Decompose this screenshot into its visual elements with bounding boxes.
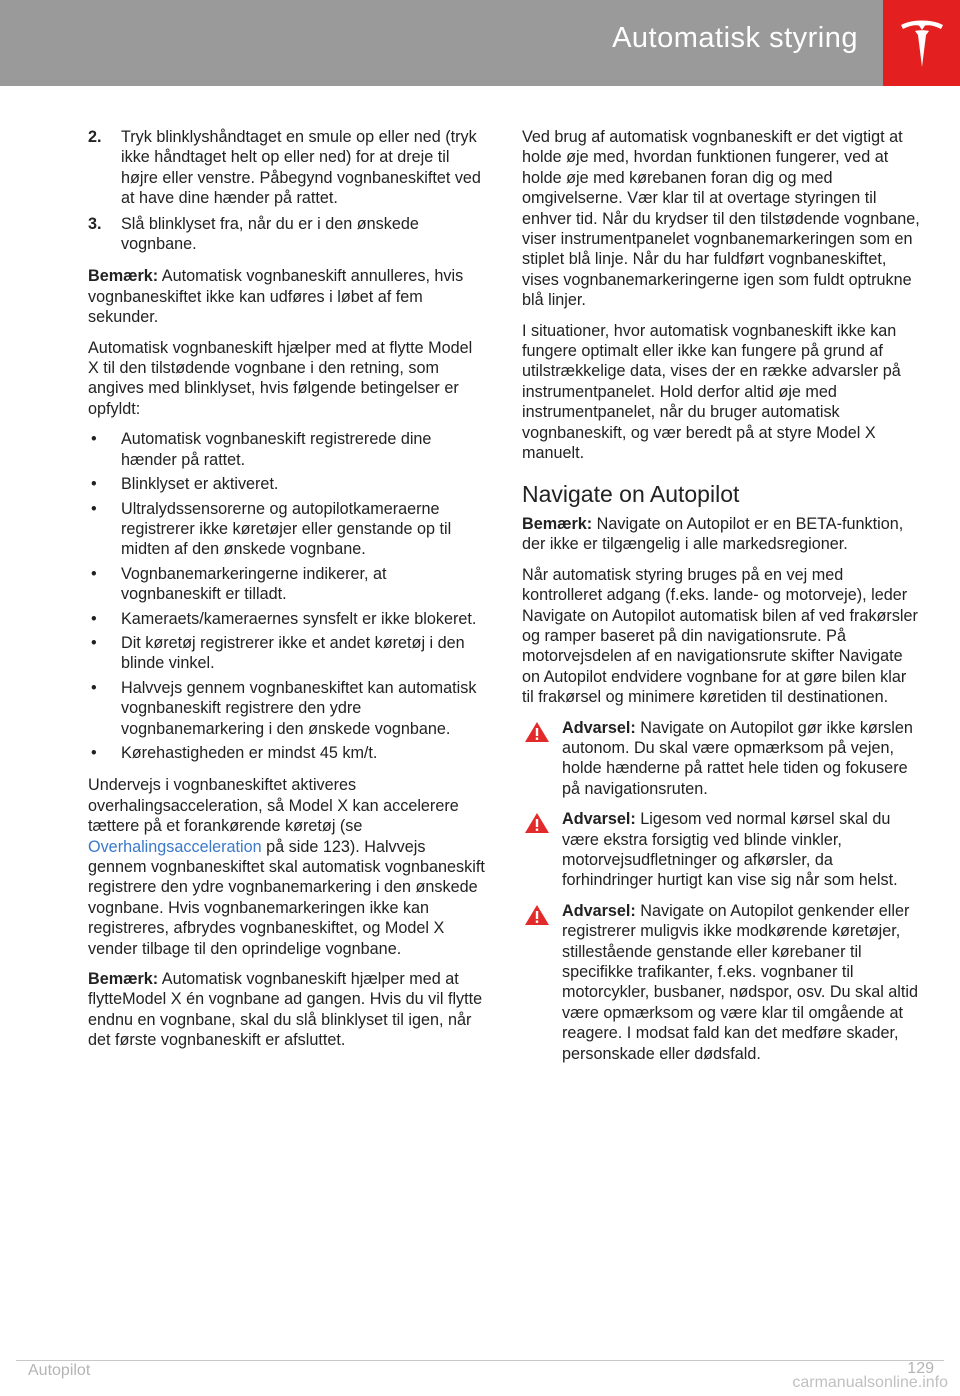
step-number: 3. xyxy=(88,214,102,233)
note-lane-change-cancel xyxy=(88,266,486,327)
warning-text: Ligesom ved normal kørsel skal du være ekstra forsigtig ved blinde vinkler, motorvejsudfletninger og afkørsler, da forhindringer hurtigt kan vise sig når som helst. xyxy=(562,810,898,890)
note-text: Automatisk vognbaneskift annulleres, hvis vognbaneskiftet ikke kan udføres i løbet af fem sekunder. xyxy=(88,267,464,327)
paragraph-nav-autopilot: Når automatisk styring bruges på en vej med kontrolleret adgang (f.eks. lande- og motorveje), leder Navigate on Autopilot automatisk bilen af ved frakørsler og ramper baseret på din navigationsrute. På motorvejsdelen af en navigationsrute skifter Navigate on Autopilot endvidere vognbane for at gøre bilen klar til frakørsel og minimere køretiden til destinationen. xyxy=(522,565,918,707)
warning-label: Advarsel: xyxy=(562,718,636,737)
list-item: • Dit køretøj registrerer ikke et andet køretøj i den blinde vinkel. xyxy=(88,633,486,674)
section-heading: Navigate on Autopilot xyxy=(522,480,740,507)
warning-block xyxy=(522,901,920,1064)
list-item: • Vognbanemarkeringerne indikerer, at vognbaneskift er tilladt. xyxy=(88,564,486,605)
list-item: • Ultralydssensorerne og autopilotkameraerne registrerer ikke køretøjer eller genstande op til midten af den ønskede vognbane. xyxy=(88,499,486,560)
footer-divider xyxy=(16,1360,944,1361)
list-item: • Kameraets/kameraernes synsfelt er ikke blokeret. xyxy=(88,609,486,629)
paragraph-overtake-acceleration xyxy=(88,775,486,959)
warning-block xyxy=(522,718,920,800)
page-title: Automatisk styring xyxy=(612,22,858,54)
overtake-acceleration-link[interactable]: Overhalingsacceleration xyxy=(88,837,262,856)
list-item: • Kørehastigheden er mindst 45 km/t. xyxy=(88,743,486,763)
note-text: Automatisk vognbaneskift hjælper med at flytteModel X én vognbane ad gangen. Hvis du vil flytte endnu en vognbane, skal du slå blinklyset til igen, når det første vognbaneskift er afsluttet. xyxy=(88,970,483,1050)
note-label: Bemærk: xyxy=(522,514,593,533)
right-column xyxy=(522,127,920,1074)
list-item: • Halvvejs gennem vognbaneskiftet kan automatisk vognbaneskift registrere den ydre vognbanemarkering i den ønskede vognbane. xyxy=(88,678,486,739)
left-column xyxy=(88,127,486,1061)
warning-icon xyxy=(524,812,550,834)
conditions-list xyxy=(88,429,486,763)
list-item: • Automatisk vognbaneskift registrerede dine hænder på rattet. xyxy=(88,429,486,470)
warning-text: Navigate on Autopilot genkender eller registrerer muligvis ikke modkørende køretøjer, stillestående genstande eller kørebaner til specifikke trafikanter, f.eks. vognbaner til motorcykler, busbaner, nødspor, osv. Du skal altid være opmærksom og være klar til omgående at reagere. I modsat fald kan det medføre skader, personskade eller dødsfald. xyxy=(562,901,918,1063)
paragraph-alerts: I situationer, hvor automatisk vognbaneskift ikke kan fungere optimalt eller ikke kan fungere på grund af utilstrækkelige data, vises der en række advarsler på instrumentpanelet. Hold derfor altid øje med instrumentpanelet, når du bruger automatisk vognbaneskift, og vær beredt på at styre Model X manuelt. xyxy=(522,321,901,463)
warning-label: Advarsel: xyxy=(562,810,636,829)
warning-label: Advarsel: xyxy=(562,901,636,920)
warning-icon xyxy=(524,904,550,926)
note-beta xyxy=(522,514,920,555)
note-text: Navigate on Autopilot er en BETA-funktion, der ikke er tilgængelig i alle markedsregioner. xyxy=(522,514,904,554)
warning-block xyxy=(522,809,920,891)
step-number: 2. xyxy=(88,128,102,146)
paragraph-text: Undervejs i vognbaneskiftet aktiveres overhalingsacceleration, så Model X kan accelerere tættere på et forankørende køretøj (se xyxy=(88,776,459,836)
note-label: Bemærk: xyxy=(88,970,159,989)
watermark: carmanualsonline.info xyxy=(792,1374,948,1391)
warning-icon xyxy=(524,721,550,743)
tesla-logo-icon xyxy=(899,16,945,70)
step-text: Tryk blinklyshåndtaget en smule op eller ned (tryk ikke håndtaget helt op eller ned) for at dreje til højre eller venstre. Påbegynd vognbaneskiftet ved at have dine hænder på rattet. xyxy=(121,128,481,208)
page-header xyxy=(0,0,960,86)
step-list xyxy=(88,127,486,254)
warning-text: Navigate on Autopilot gør ikke kørslen autonom. Du skal være opmærksom på vejen, holde hænderne på rattet hele tiden og fokusere på navigationsruten. xyxy=(562,718,913,798)
step-item xyxy=(88,127,486,209)
note-one-lane xyxy=(88,969,486,1051)
page-number: 129 xyxy=(907,1360,934,1377)
step-item xyxy=(88,214,486,255)
footer-section: Autopilot xyxy=(28,1362,91,1379)
list-item: • Blinklyset er aktiveret. xyxy=(88,474,486,494)
note-label: Bemærk: xyxy=(88,267,159,286)
step-text: Slå blinklyset fra, når du er i den ønskede vognbane. xyxy=(121,214,419,254)
tesla-logo-box xyxy=(883,0,960,86)
paragraph-monitoring: Ved brug af automatisk vognbaneskift er det vigtigt at holde øje med, hvordan funktionen fungerer, ved at holde øje med kørebanen foran dig og med omgivelserne. Vær klar til at overtage styringen til enhver tid. Når du krydser til den tilstødende vognbane, viser instrumentpanelet vognbanemarkeringen som en stiplet blå linje. Når du har fuldført vognbaneskiftet, vises vognbanemarkeringerne igen som fuldt optrukne blå linjer. xyxy=(522,128,920,310)
paragraph-conditions-intro: Automatisk vognbaneskift hjælper med at flytte Model X til den tilstødende vognbane i den retning, som angives med blinklyset, hvis følgende betingelser er opfyldt: xyxy=(88,338,473,418)
paragraph-text: på side 123). Halvvejs gennem vognbaneskiftet skal automatisk vognbaneskift registrere den ydre vognbanemarkering i den ønskede vognbane. Hvis vognbanemarkeringen ikke kan registreres, afbrydes vognbaneskiftet, og Model X vender tilbage til den oprindelige vognbane. xyxy=(88,837,485,958)
